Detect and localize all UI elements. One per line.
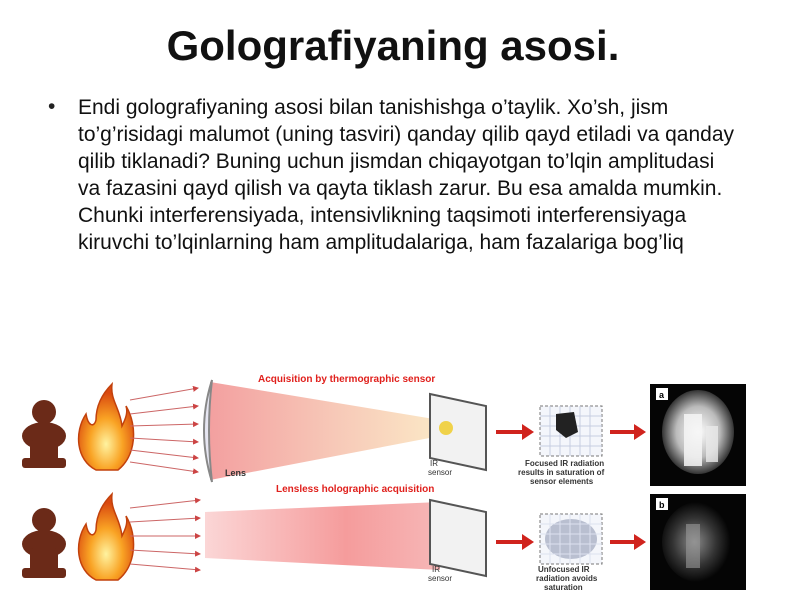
top-row <box>22 374 746 486</box>
statue-icon-top <box>22 400 66 468</box>
arrow-icon-top-1 <box>496 424 534 440</box>
beam-bottom <box>205 502 440 570</box>
sensor-label-top-2: sensor <box>428 468 453 477</box>
unfocused-text-3: saturation <box>544 583 583 592</box>
lens-label: Lens <box>225 468 247 478</box>
focused-text-1: Focused IR radiation <box>525 459 605 468</box>
focused-text-2: results in saturation of <box>518 468 605 477</box>
top-header: Acquisition by thermographic sensor <box>258 374 436 385</box>
result-image-a <box>650 384 746 486</box>
sensor-grid-top <box>540 406 602 456</box>
arrow-icon-bottom-1 <box>496 534 534 550</box>
bottom-row <box>22 484 746 592</box>
unfocused-text-2: radiation avoids <box>536 574 598 583</box>
panel-b-label: b <box>659 500 665 510</box>
sensor-label-bottom-1: IR <box>432 565 440 574</box>
rays-top <box>130 388 198 472</box>
flame-icon-bottom <box>79 494 134 580</box>
slide-title: Golografiyaning asosi. <box>166 22 620 69</box>
statue-icon-bottom <box>22 508 66 578</box>
sensor-label-top-1: IR <box>430 459 438 468</box>
bottom-header: Lensless holographic acquisition <box>276 484 435 495</box>
focus-cone-top <box>210 382 440 480</box>
unfocused-text-1: Unfocused IR <box>538 565 590 574</box>
holography-figure <box>0 370 800 600</box>
arrow-icon-top-2 <box>610 424 646 440</box>
bullet-text: Endi golografiyaning asosi bilan tanishishga o’taylik. Xo’sh, jism to’g’risidagi malumot (uning tasviri) qanday qilib qayd etiladi va qanday qilib tiklanadi? Buning uchun jismdan chiqayotgan to’lqin amplitudasi va fazasini qayd qilish va qayta tiklash zarur. Bu esa amalda mumkin. Chunki interferensiyada, intensivlikning taqsimoti interferensiyaga kiruvchi to’lqinlarning ham amplitudalariga, ham fazalariga bog’liq <box>78 96 735 254</box>
sensor-grid-bottom <box>540 514 602 564</box>
focused-text-3: sensor elements <box>530 477 594 486</box>
flame-icon-top <box>79 384 134 470</box>
bullet-item <box>48 94 738 256</box>
bullet-dot-icon: • <box>48 95 56 118</box>
ir-sensor-top <box>430 394 486 470</box>
rays-bottom <box>130 500 200 570</box>
panel-a-label: a <box>659 390 665 400</box>
sensor-label-bottom-2: sensor <box>428 574 453 583</box>
arrow-icon-bottom-2 <box>610 534 646 550</box>
